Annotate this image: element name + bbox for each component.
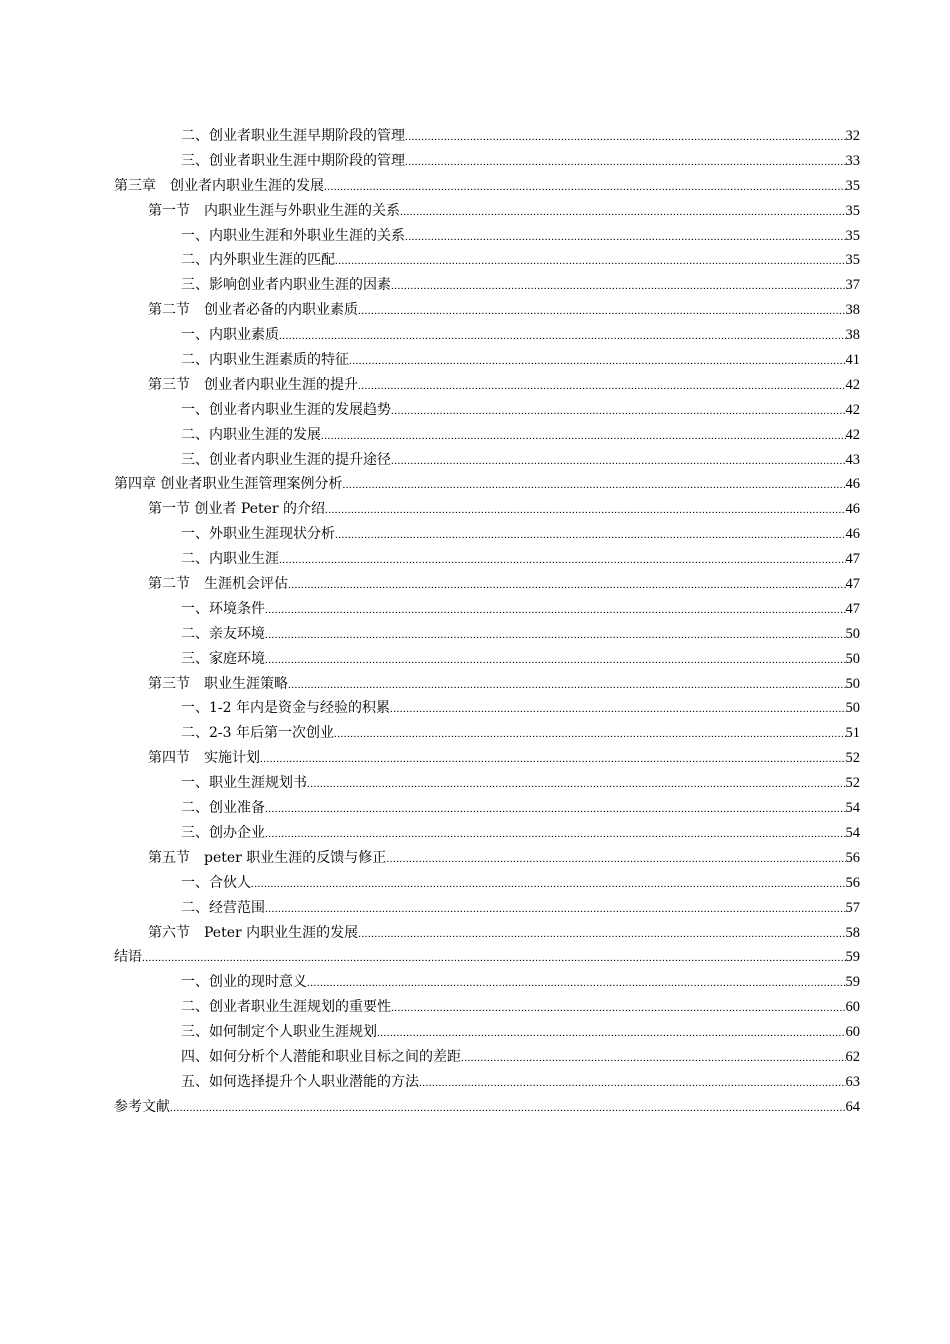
toc-dot-leader bbox=[391, 996, 846, 1021]
toc-entry[interactable] bbox=[114, 796, 860, 821]
toc-entry-title: 三、影响创业者内职业生涯的因素 bbox=[181, 277, 391, 294]
toc-dot-leader bbox=[265, 822, 846, 847]
toc-dot-leader bbox=[260, 747, 846, 772]
toc-entry[interactable] bbox=[114, 821, 860, 846]
toc-dot-leader bbox=[288, 573, 846, 598]
toc-entry[interactable] bbox=[114, 1020, 860, 1045]
toc-dot-leader bbox=[377, 1021, 846, 1046]
toc-entry[interactable] bbox=[114, 472, 860, 497]
toc-entry[interactable] bbox=[114, 572, 860, 597]
toc-entry-page-number: 41 bbox=[845, 352, 860, 369]
toc-dot-leader bbox=[419, 1071, 846, 1096]
toc-dot-leader bbox=[335, 249, 846, 274]
toc-entry[interactable] bbox=[114, 497, 860, 522]
toc-dot-leader bbox=[307, 971, 846, 996]
toc-entry-title: 第三节 创业者内职业生涯的提升 bbox=[148, 376, 358, 393]
toc-entry[interactable] bbox=[114, 771, 860, 796]
toc-entry-title: 第四章 创业者职业生涯管理案例分析 bbox=[114, 476, 343, 493]
toc-entry-title: 结语 bbox=[114, 949, 142, 966]
toc-entry-page-number: 42 bbox=[845, 401, 860, 418]
toc-entry-page-number: 46 bbox=[845, 526, 860, 543]
toc-entry[interactable] bbox=[114, 248, 860, 273]
toc-entry-title: 三、如何制定个人职业生涯规划 bbox=[181, 1024, 377, 1041]
toc-entry[interactable] bbox=[114, 970, 860, 995]
toc-entry-page-number: 43 bbox=[845, 451, 860, 468]
toc-entry-page-number: 35 bbox=[845, 177, 860, 194]
toc-entry-title: 二、内职业生涯的发展 bbox=[181, 426, 321, 443]
toc-entry-page-number: 42 bbox=[845, 426, 860, 443]
toc-entry-page-number: 50 bbox=[845, 650, 860, 667]
toc-entry-page-number: 54 bbox=[845, 824, 860, 841]
toc-entry[interactable] bbox=[114, 672, 860, 697]
toc-entry-page-number: 46 bbox=[845, 476, 860, 493]
toc-entry-page-number: 63 bbox=[845, 1073, 860, 1090]
toc-dot-leader bbox=[279, 324, 846, 349]
toc-entry[interactable] bbox=[114, 423, 860, 448]
toc-entry[interactable] bbox=[114, 448, 860, 473]
toc-entry-page-number: 56 bbox=[845, 849, 860, 866]
toc-entry-page-number: 32 bbox=[845, 128, 860, 144]
toc-entry-title: 二、创业者职业生涯规划的重要性 bbox=[181, 999, 391, 1016]
toc-entry-title: 三、家庭环境 bbox=[181, 650, 265, 667]
toc-entry[interactable] bbox=[114, 696, 860, 721]
toc-entry[interactable] bbox=[114, 174, 860, 199]
toc-dot-leader bbox=[461, 1046, 846, 1071]
toc-dot-leader bbox=[324, 175, 846, 200]
toc-entry[interactable] bbox=[114, 746, 860, 771]
toc-dot-leader bbox=[265, 598, 846, 623]
toc-entry-title: 二、内职业生涯素质的特征 bbox=[181, 352, 349, 369]
toc-entry[interactable] bbox=[114, 348, 860, 373]
toc-dot-leader bbox=[307, 772, 846, 797]
toc-dot-leader bbox=[405, 225, 846, 250]
toc-entry-title: 第四节 实施计划 bbox=[148, 750, 260, 767]
toc-entry-page-number: 38 bbox=[845, 302, 860, 319]
toc-entry-page-number: 60 bbox=[845, 1024, 860, 1041]
toc-entry-page-number: 47 bbox=[845, 600, 860, 617]
toc-entry[interactable] bbox=[114, 323, 860, 348]
toc-entry-title: 第二节 创业者必备的内职业素质 bbox=[148, 302, 358, 319]
toc-entry-page-number: 50 bbox=[845, 675, 860, 692]
toc-dot-leader bbox=[335, 523, 846, 548]
toc-entry-title: 二、2-3 年后第一次创业 bbox=[181, 725, 334, 742]
toc-entry[interactable] bbox=[114, 298, 860, 323]
toc-entry[interactable] bbox=[114, 896, 860, 921]
toc-entry-title: 一、环境条件 bbox=[181, 600, 265, 617]
toc-dot-leader bbox=[170, 1096, 846, 1121]
toc-entry-page-number: 47 bbox=[845, 576, 860, 593]
toc-entry[interactable] bbox=[114, 522, 860, 547]
toc-entry-title: 三、创办企业 bbox=[181, 824, 265, 841]
toc-dot-leader bbox=[265, 648, 846, 673]
toc-entry[interactable] bbox=[114, 921, 860, 946]
toc-entry-page-number: 62 bbox=[845, 1048, 860, 1065]
toc-entry-page-number: 47 bbox=[845, 551, 860, 568]
toc-entry-page-number: 46 bbox=[845, 501, 860, 518]
toc-entry-title: 一、外职业生涯现状分析 bbox=[181, 526, 335, 543]
toc-dot-leader bbox=[334, 722, 846, 747]
toc-entry[interactable] bbox=[114, 647, 860, 672]
toc-dot-leader bbox=[405, 150, 846, 175]
toc-entry[interactable] bbox=[114, 846, 860, 871]
toc-dot-leader bbox=[325, 498, 845, 523]
toc-entry[interactable] bbox=[114, 1045, 860, 1070]
toc-entry-title: 三、创业者内职业生涯的提升途径 bbox=[181, 451, 391, 468]
toc-entry[interactable] bbox=[114, 149, 860, 174]
toc-entry-page-number: 51 bbox=[845, 725, 860, 742]
toc-dot-leader bbox=[288, 673, 846, 698]
toc-entry-title: 三、创业者职业生涯中期阶段的管理 bbox=[181, 152, 405, 169]
toc-entry[interactable] bbox=[114, 597, 860, 622]
toc-entry-page-number: 35 bbox=[845, 227, 860, 244]
toc-entry[interactable] bbox=[114, 1070, 860, 1095]
toc-entry[interactable] bbox=[114, 945, 860, 970]
toc-entry-page-number: 35 bbox=[845, 202, 860, 219]
toc-entry-title: 二、亲友环境 bbox=[181, 625, 265, 642]
toc-entry-title: 第五节 peter 职业生涯的反馈与修正 bbox=[148, 849, 387, 866]
toc-entry[interactable] bbox=[114, 871, 860, 896]
toc-entry-title: 五、如何选择提升个人职业潜能的方法 bbox=[181, 1073, 419, 1090]
toc-entry-page-number: 52 bbox=[845, 750, 860, 767]
toc-dot-leader bbox=[386, 847, 845, 872]
toc-entry-title: 第二节 生涯机会评估 bbox=[148, 576, 288, 593]
toc-entry-title: 第一节 创业者 Peter 的介绍 bbox=[148, 501, 326, 518]
toc-dot-leader bbox=[405, 125, 846, 150]
toc-entry[interactable] bbox=[114, 622, 860, 647]
toc-entry-title: 一、职业生涯规划书 bbox=[181, 775, 307, 792]
toc-entry[interactable] bbox=[114, 224, 860, 249]
toc-dot-leader bbox=[321, 424, 846, 449]
toc-entry[interactable] bbox=[114, 995, 860, 1020]
toc-entry-page-number: 35 bbox=[845, 252, 860, 269]
toc-entry-page-number: 38 bbox=[845, 327, 860, 344]
toc-dot-leader bbox=[358, 922, 845, 947]
toc-entry-page-number: 37 bbox=[845, 277, 860, 294]
toc-dot-leader bbox=[251, 872, 846, 897]
table-of-contents bbox=[114, 124, 860, 1120]
toc-entry-title: 四、如何分析个人潜能和职业目标之间的差距 bbox=[181, 1048, 461, 1065]
toc-entry-page-number: 33 bbox=[845, 152, 860, 169]
toc-entry[interactable] bbox=[114, 721, 860, 746]
toc-entry-page-number: 42 bbox=[845, 376, 860, 393]
toc-entry-title: 一、内职业素质 bbox=[181, 327, 279, 344]
toc-entry-title: 二、经营范围 bbox=[181, 899, 265, 916]
toc-dot-leader bbox=[358, 374, 846, 399]
toc-dot-leader bbox=[279, 548, 846, 573]
toc-dot-leader bbox=[265, 623, 846, 648]
toc-dot-leader bbox=[342, 473, 845, 498]
toc-entry-title: 第一节 内职业生涯与外职业生涯的关系 bbox=[148, 202, 400, 219]
toc-entry-page-number: 57 bbox=[845, 899, 860, 916]
toc-dot-leader bbox=[390, 697, 846, 722]
toc-dot-leader bbox=[391, 274, 846, 299]
toc-dot-leader bbox=[391, 449, 846, 474]
toc-entry-page-number: 50 bbox=[845, 625, 860, 642]
toc-dot-leader bbox=[142, 946, 846, 971]
toc-dot-leader bbox=[391, 399, 846, 424]
toc-dot-leader bbox=[349, 349, 846, 374]
toc-entry-title: 一、创业的现时意义 bbox=[181, 974, 307, 991]
toc-entry-page-number: 56 bbox=[845, 874, 860, 891]
toc-entry-title: 第六节 Peter 内职业生涯的发展 bbox=[148, 924, 359, 941]
toc-entry[interactable] bbox=[114, 398, 860, 423]
toc-entry-title: 一、合伙人 bbox=[181, 874, 251, 891]
toc-entry[interactable] bbox=[114, 273, 860, 298]
toc-entry-page-number: 50 bbox=[845, 700, 860, 717]
toc-entry-title: 二、创业准备 bbox=[181, 800, 265, 817]
toc-entry[interactable] bbox=[114, 1095, 860, 1120]
toc-entry-page-number: 52 bbox=[845, 775, 860, 792]
toc-entry[interactable] bbox=[114, 199, 860, 224]
toc-entry[interactable] bbox=[114, 124, 860, 149]
toc-entry-title: 参考文献 bbox=[114, 1098, 170, 1115]
toc-entry-title: 一、1-2 年内是资金与经验的积累 bbox=[181, 700, 390, 717]
toc-entry-title: 二、内外职业生涯的匹配 bbox=[181, 252, 335, 269]
toc-entry-title: 二、创业者职业生涯早期阶段的管理 bbox=[181, 128, 405, 144]
toc-entry-title: 二、内职业生涯 bbox=[181, 551, 279, 568]
toc-entry[interactable] bbox=[114, 373, 860, 398]
toc-entry-page-number: 54 bbox=[845, 800, 860, 817]
toc-entry-page-number: 64 bbox=[845, 1098, 860, 1115]
toc-entry-title: 第三节 职业生涯策略 bbox=[148, 675, 288, 692]
toc-entry-page-number: 58 bbox=[845, 924, 860, 941]
toc-entry-title: 第三章 创业者内职业生涯的发展 bbox=[114, 177, 324, 194]
toc-entry-title: 一、创业者内职业生涯的发展趋势 bbox=[181, 401, 391, 418]
toc-entry-page-number: 60 bbox=[845, 999, 860, 1016]
toc-dot-leader bbox=[358, 299, 846, 324]
toc-dot-leader bbox=[265, 897, 846, 922]
toc-entry-title: 一、内职业生涯和外职业生涯的关系 bbox=[181, 227, 405, 244]
toc-entry-page-number: 59 bbox=[845, 949, 860, 966]
toc-dot-leader bbox=[400, 200, 846, 225]
toc-dot-leader bbox=[265, 797, 846, 822]
toc-entry[interactable] bbox=[114, 547, 860, 572]
toc-entry-page-number: 59 bbox=[845, 974, 860, 991]
